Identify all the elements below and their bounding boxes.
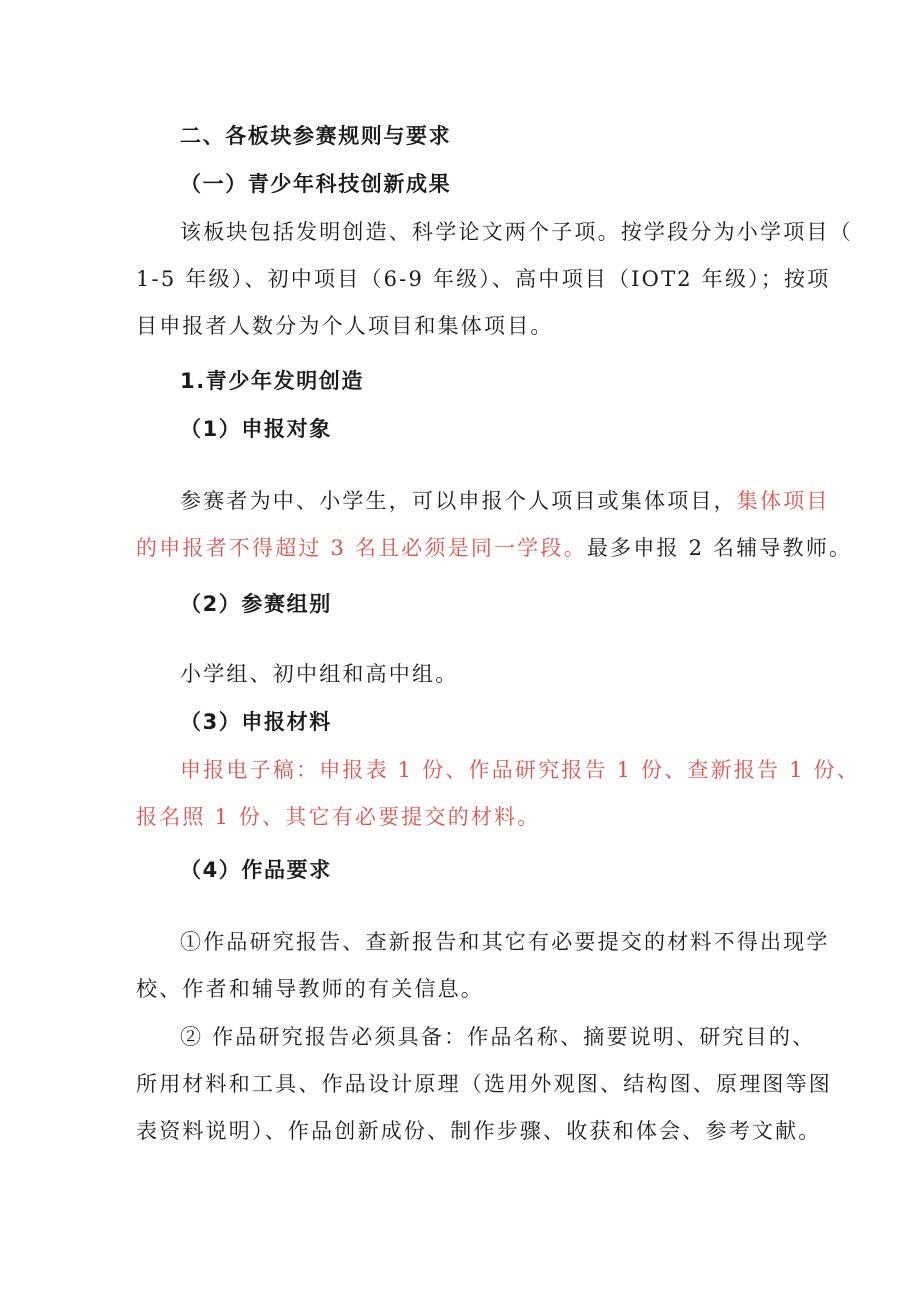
sub3-line-2: 报名照 1 份、其它有必要提交的材料。 [136,805,541,829]
sub1-line2-normal: 最多申报 2 名辅导教师。 [586,536,853,560]
sub2-title: （2）参赛组别 [180,592,332,616]
sub1-line-2 [136,533,852,563]
intro-line-1: 该板块包括发明创造、科学论文两个子项。按学段分为小学项目（ [180,220,853,244]
item1-title: 1.青少年发明创造 [180,369,364,393]
subsection-title: （一）青少年科技创新成果 [180,172,452,196]
intro-line-3: 目申报者人数分为个人项目和集体项目。 [136,314,554,338]
req2-line-3: 表资料说明）、作品创新成份、制作步骤、收获和体会、参考文献。 [136,1119,822,1143]
sub1-title: （1）申报对象 [180,417,332,441]
sub1-line1-normal: 参赛者为中、小学生，可以申报个人项目或集体项目， [180,489,737,513]
sub1-line-1 [180,486,830,516]
intro-line-2: 1-5 年级）、初中项目（6-9 年级）、高中项目（IOT2 年级）；按项 [136,267,831,291]
sub4-title: （4）作品要求 [180,858,332,882]
req1-line-1: ①作品研究报告、查新报告和其它有必要提交的材料不得出现学 [180,930,830,954]
req2-line-2: 所用材料和工具、作品设计原理（选用外观图、结构图、原理图等图 [136,1072,832,1096]
req2-line-1: ② 作品研究报告必须具备：作品名称、摘要说明、研究目的、 [180,1025,816,1049]
sub1-line1-highlight: 集体项目 [736,489,830,513]
sub3-line-1: 申报电子稿：申报表 1 份、作品研究报告 1 份、查新报告 1 份、 [180,758,860,782]
sub3-title: （3）申报材料 [180,710,332,734]
sub2-text: 小学组、初中组和高中组。 [180,662,459,686]
section-title: 二、各板块参赛规则与要求 [180,124,452,148]
sub1-line2-highlight: 的申报者不得超过 3 名且必须是同一学段。 [136,536,587,560]
req1-line-2: 校、作者和辅导教师的有关信息。 [136,977,484,1001]
